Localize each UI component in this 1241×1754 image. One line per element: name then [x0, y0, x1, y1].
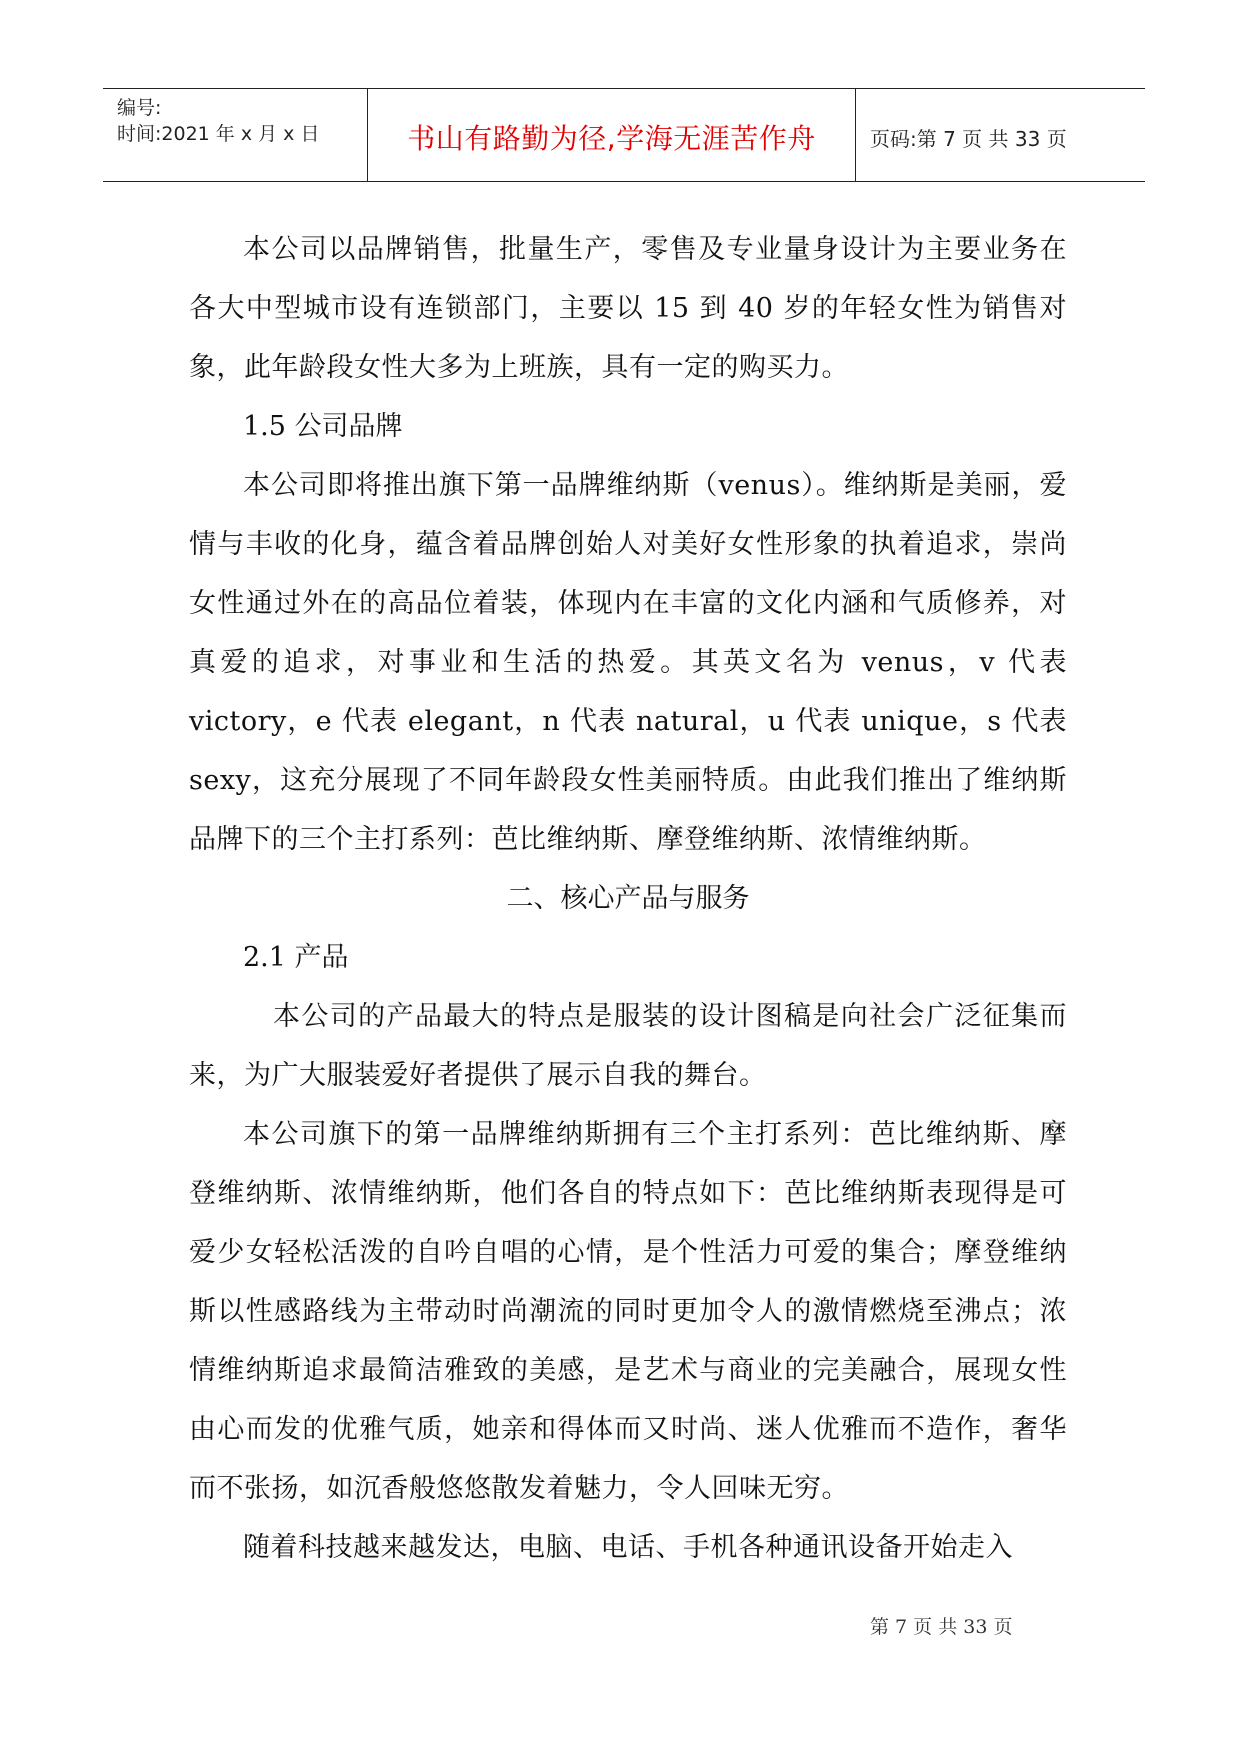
- heading-products: 2.1 产品: [243, 942, 349, 973]
- paragraph-brand-venus: 本公司即将推出旗下第一品牌维纳斯（venus）。维纳斯是美丽，爱情与丰收的化身，蕴含着品牌创始人对美好女性形象的执着追求，崇尚女性通过外在的高品位着装，体现内在丰富的文化内涵和气质修养，对真爱的追求，对事业和生活的热爱。其英文名为 venus，v 代表 victory，e 代表 elegant，n 代表 natural，u 代表 unique，s 代表 sexy，这充分展现了不同年龄段女性美丽特质。由此我们推出了维纳斯品牌下的三个主打系列：芭比维纳斯、摩登维纳斯、浓情维纳斯。: [189, 470, 1067, 855]
- document-number-label: 编号:: [117, 97, 162, 119]
- section-title-core-products: 二、核心产品与服务: [506, 883, 750, 914]
- paragraph-business-scope: 本公司以品牌销售，批量生产，零售及专业量身设计为主要业务在各大中型城市设有连锁部门，主要以 15 到 40 岁的年轻女性为销售对象，此年龄段女性大多为上班族，具有一定的购买力。: [189, 234, 1067, 383]
- header-meta-cell: [103, 89, 368, 181]
- page-header: [103, 88, 1145, 182]
- paragraph-technology: 随着科技越来越发达，电脑、电话、手机各种通讯设备开始走入: [243, 1532, 1013, 1563]
- document-time-label: 时间:2021 年 x 月 x 日: [117, 123, 320, 145]
- header-motto-cell: [368, 89, 856, 181]
- paragraph-product-series: 本公司旗下的第一品牌维纳斯拥有三个主打系列：芭比维纳斯、摩登维纳斯、浓情维纳斯，他们各自的特点如下：芭比维纳斯表现得是可爱少女轻松活泼的自吟自唱的心情，是个性活力可爱的集合；摩登维纳斯以性感路线为主带动时尚潮流的同时更加令人的激情燃烧至沸点；浓情维纳斯追求最简洁雅致的美感，是艺术与商业的完美融合，展现女性由心而发的优雅气质，她亲和得体而又时尚、迷人优雅而不造作，奢华而不张扬，如沉香般悠悠散发着魅力，令人回味无穷。: [189, 1119, 1067, 1504]
- header-page-number: 页码:第 7 页 共 33 页: [870, 127, 1067, 151]
- paragraph-product-feature: 本公司的产品最大的特点是服装的设计图稿是向社会广泛征集而来，为广大服装爱好者提供了展示自我的舞台。: [189, 1001, 1067, 1091]
- page-footer-number: 第 7 页 共 33 页: [870, 1616, 1013, 1638]
- header-page-cell: [856, 89, 1145, 181]
- heading-company-brand: 1.5 公司品牌: [243, 411, 403, 442]
- document-body: [189, 220, 1067, 1577]
- header-motto: 书山有路勤为径,学海无涯苦作舟: [407, 122, 816, 155]
